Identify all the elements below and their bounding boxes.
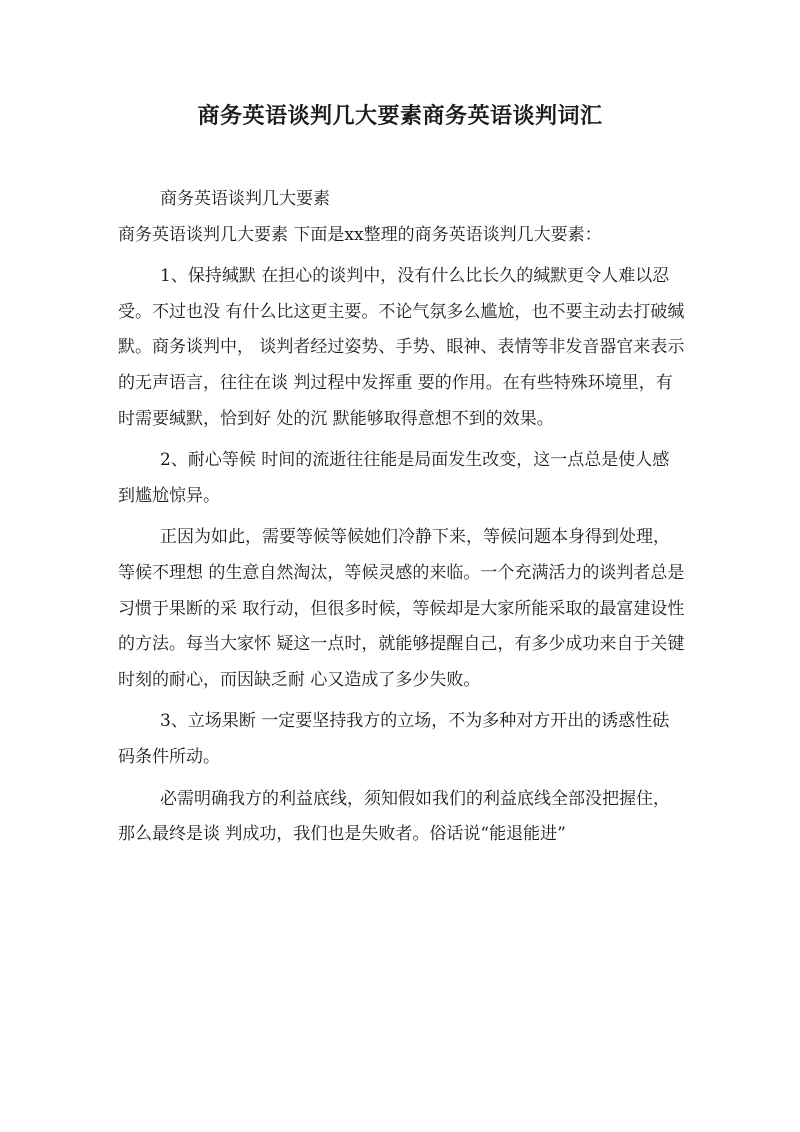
document-body [118, 182, 686, 853]
paragraph-2-wait-patiently: 2、耐心等候 时间的流逝往往能是局面发生改变，这一点总是使人感到尴尬惊异。 [118, 450, 670, 506]
paragraph-patience-detail: 正因为如此，需要等候等候她们冷静下来，等候问题本身得到处理，等候不理想 的生意自然淘汰，等候灵感的来临。一个充满活力的谈判者总是习惯于果断的采 取行动，但很多时候，等候却是大家所能采取的最富建设性的方法。每当大家怀 疑这一点时，就能够提醒自己，有多少成功来自于关键时刻的耐心，而因缺乏耐 心又造成了多少失败。 [118, 527, 685, 690]
intro-paragraph: 商务英语谈判几大要素 下面是xx整理的商务英语谈判几大要素： [118, 224, 602, 245]
section-heading: 商务英语谈判几大要素 [160, 189, 330, 209]
paragraph-3-firm-stance: 3、立场果断 一定要坚持我方的立场，不为多种对方开出的诱惑性砝码条件所动。 [118, 711, 670, 767]
paragraph-1-keep-silent: 1、保持缄默 在担心的谈判中，没有什么比长久的缄默更令人难以忍受。不过也没 有什么比这更主要。不论气氛多么尴尬，也不要主动去打破缄默。商务谈判中， 谈判者经过姿势、手势、眼神、表情等非发音器官来表示的无声语言，往往在谈 判过程中发挥重 要的作用。在有些特殊环境里，有时需要缄默，恰到好 处的沉 默能够取得意想不到的效果。 [118, 266, 685, 429]
document-title: 商务英语谈判几大要素商务英语谈判词汇 [197, 103, 603, 129]
paragraph-interest-baseline: 必需明确我方的利益底线，须知假如我们的利益底线全部没把握住，那么最终是谈 判成功，我们也是失败者。俗话说“能退能进” [118, 788, 670, 845]
